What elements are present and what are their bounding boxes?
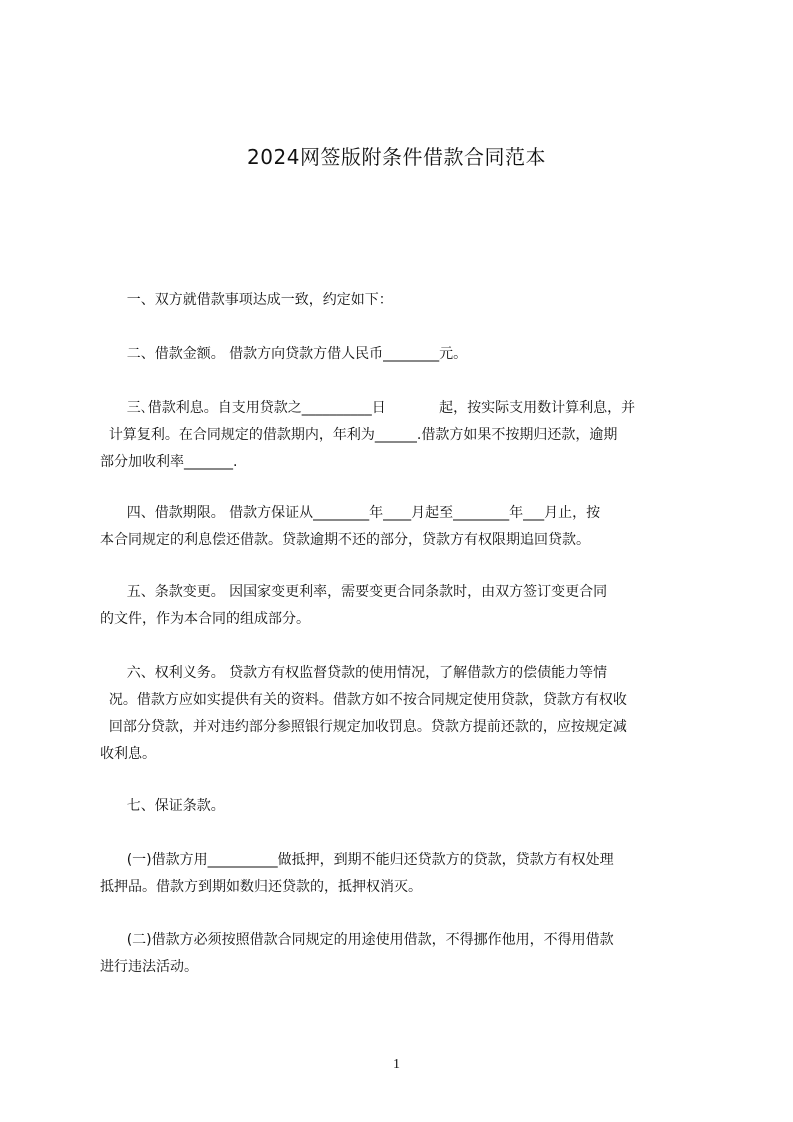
text-line: 一、双方就借款事项达成一致，约定如下： [100, 292, 393, 308]
text-line: 三､借款利息。自支用贷款之__________日 起，按实际支用数计算利息，并 [100, 400, 636, 416]
text-line: 二、借款金额。 借款方向贷款方借人民币________元。 [100, 346, 468, 362]
text-line: 本合同规定的利息偿还借款。贷款逾期不还的部分，贷款方有权限期追回贷款。 [100, 532, 590, 548]
clause-7 [100, 793, 712, 820]
text-line: 回部分贷款，并对违约部分参照银行规定加收罚息。贷款方提前还款的，应按规定减 [100, 719, 627, 735]
text-line: 部分加收利率_______. [100, 454, 238, 470]
document-title: 2024网签版附条件借款合同范本 [247, 145, 546, 169]
text-line: 收利息。 [100, 746, 156, 762]
clause-6 [100, 660, 712, 768]
clause-4 [100, 500, 712, 554]
text-line: 五、条款变更。 因国家变更利率，需要变更合同条款时，由双方签订变更合同 [100, 584, 608, 600]
clause-7-1 [100, 847, 712, 901]
clause-1 [100, 287, 712, 314]
clause-3 [100, 395, 712, 476]
text-line: 的文件，作为本合同的组成部分。 [100, 611, 310, 627]
text-line: 七、保证条款。 [100, 798, 225, 814]
text-line: 况。借款方应如实提供有关的资料。借款方如不按合同规定使用贷款，贷款方有权收 [100, 692, 627, 708]
text-line: 抵押品。借款方到期如数归还贷款的，抵押权消灭。 [100, 879, 422, 895]
text-line: (二)借款方必须按照借款合同规定的用途使用借款，不得挪作他用，不得用借款 [100, 932, 614, 948]
page-number: 1 [393, 1057, 400, 1072]
clause-7-2 [100, 927, 712, 981]
text-line: 计算复利。在合同规定的借款期内，年利为______.借款方如果不按期归还款，逾期 [100, 427, 618, 443]
text-line: 进行违法活动。 [100, 959, 198, 975]
text-line: 四、借款期限。 借款方保证从________年____月起至________年___月止，按 [100, 505, 601, 521]
text-line: (一)借款方用__________做抵押，到期不能归还贷款方的贷款，贷款方有权处理 [100, 852, 614, 868]
clause-5 [100, 579, 712, 633]
clause-2 [100, 341, 712, 368]
text-line: 六、权利义务。 贷款方有权监督贷款的使用情况，了解借款方的偿债能力等情 [100, 665, 608, 681]
